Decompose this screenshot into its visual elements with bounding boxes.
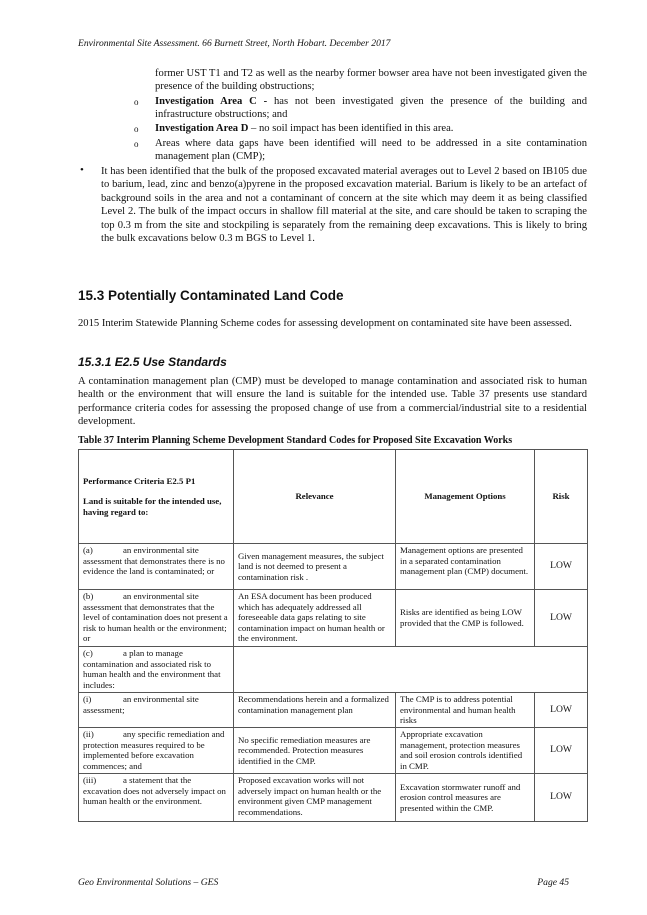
subsection-paragraph: A contamination management plan (CMP) must be developed to manage contamination and associated risk to human health or the environment that will ensure the land is suitable for the intended use. Table 37 presents use standard performance criteria codes for assessing the proposed change of use from a commercial/industrial site to a residential development. [78, 376, 587, 428]
empty-merged-cell [234, 647, 588, 693]
criteria-subtitle: Land is suitable for the intended use, having regard to: [83, 496, 222, 517]
sub-bullet-marker: o [134, 124, 139, 134]
data-gaps-text: Areas where data gaps have been identified will need to be addressed in a site contamination management plan (CMP); [155, 138, 587, 163]
sub-bullet-area-c [155, 95, 587, 122]
management-cell: Appropriate excavation management, protection measures and soil erosion controls identified in CMP. [396, 728, 535, 774]
page-number: Page 45 [537, 877, 569, 888]
criteria-title: Performance Criteria E2.5 P1 [83, 475, 196, 486]
relevance-cell: An ESA document has been produced which has adequately addressed all foreseeable data gaps relating to site contamination impact on human health or the environment. [234, 590, 396, 647]
subsection-heading: 15.3.1 E2.5 Use Standards [78, 355, 227, 369]
row-label: (b) [83, 591, 94, 601]
relevance-cell: Proposed excavation works will not adversely impact on human health or the environment given CMP management recommendations. [234, 774, 396, 822]
criteria-cell: an environmental site assessment; [83, 694, 199, 715]
relevance-cell: Recommendations herein and a formalized contamination management plan [234, 693, 396, 728]
risk-header: Risk [535, 450, 588, 544]
main-bullet-excavation: It has been identified that the bulk of the proposed excavated material averages out to Level 2 based on IB105 due to barium, lead, zinc and benzo(a)pyrene in the proposed excavation material. Barium is likely to be an artefact of background soils in the area and not a contaminant of concern at the site which may deem it as being classified Level 2. The bulk of the impact occurs in shallow fill material at the site, and care should be taken to scraping the top 0.3 m from the site and stockpiling is separately from the remaining deep excavations. This is likely to bring the bulk excavations below 0.3 m BGS to Level 1. [101, 166, 587, 245]
management-cell: Excavation stormwater runoff and erosion control measures are presented within the CMP. [396, 774, 535, 822]
criteria-cell: a statement that the excavation does not adversely impact on human health or the environment. [83, 775, 226, 807]
risk-cell: LOW [535, 590, 588, 647]
relevance-header: Relevance [234, 450, 396, 544]
row-label: (ii) [83, 729, 94, 739]
criteria-cell: an environmental site assessment that demonstrates that the level of contamination does not present a risk to human health or the environment; or [83, 591, 228, 644]
table-row [79, 590, 588, 647]
sub-bullet-data-gaps [155, 137, 587, 164]
row-label: (c) [83, 648, 93, 658]
sub-bullet-area-d [155, 122, 587, 135]
risk-cell: LOW [535, 693, 588, 728]
table-row [79, 544, 588, 590]
criteria-cell: any specific remediation and protection measures required to be implemented before excavation commences; and [83, 729, 225, 771]
standards-table [78, 449, 588, 822]
relevance-cell: Given management measures, the subject land is not deemed to present a contamination risk . [234, 544, 396, 590]
criteria-cell: a plan to manage contamination and associated risk to human health and the environment that includes: [83, 648, 221, 690]
management-header: Management Options [396, 450, 535, 544]
main-bullet-marker: • [80, 164, 84, 176]
sub-bullet-marker: o [134, 139, 139, 149]
table-row [79, 774, 588, 822]
section-paragraph: 2015 Interim Statewide Planning Scheme codes for assessing development on contaminated site have been assessed. [78, 318, 572, 329]
area-c-label: Investigation Area C - [155, 96, 268, 107]
footer-left: Geo Environmental Solutions – GES [78, 877, 219, 888]
area-d-label: Investigation Area D [155, 123, 249, 134]
risk-cell: LOW [535, 544, 588, 590]
management-cell: Management options are presented in a separated contamination management plan (CMP) document. [396, 544, 535, 590]
section-heading: 15.3 Potentially Contaminated Land Code [78, 288, 344, 303]
table-caption: Table 37 Interim Planning Scheme Development Standard Codes for Proposed Site Excavation Works [78, 435, 513, 446]
risk-cell: LOW [535, 728, 588, 774]
table-header-row [79, 450, 588, 544]
table-row [79, 693, 588, 728]
criteria-cell: an environmental site assessment that demonstrates there is no evidence the land is contaminated; or [83, 545, 225, 577]
row-label: (i) [83, 694, 92, 704]
criteria-header [79, 450, 234, 544]
table-row [79, 728, 588, 774]
page-header: Environmental Site Assessment. 66 Burnett Street, North Hobart. December 2017 [78, 38, 391, 49]
sub-bullet-continuation: former UST T1 and T2 as well as the nearby former bowser area have not been investigated given the presence of the building obstructions; [155, 68, 587, 93]
risk-cell: LOW [535, 774, 588, 822]
table-row [79, 647, 588, 693]
area-d-text: – no soil impact has been identified in this area. [248, 123, 454, 134]
relevance-cell: No specific remediation measures are recommended. Protection measures identified in the CMP. [234, 728, 396, 774]
sub-bullet-marker: o [134, 97, 139, 107]
area-c-text: has not been investigated given the presence of the building and infrastructure obstructions; and [155, 96, 587, 121]
management-cell: Risks are identified as being LOW provided that the CMP is followed. [396, 590, 535, 647]
row-label: (iii) [83, 775, 97, 785]
row-label: (a) [83, 545, 93, 555]
management-cell: The CMP is to address potential environmental and human health risks [396, 693, 535, 728]
